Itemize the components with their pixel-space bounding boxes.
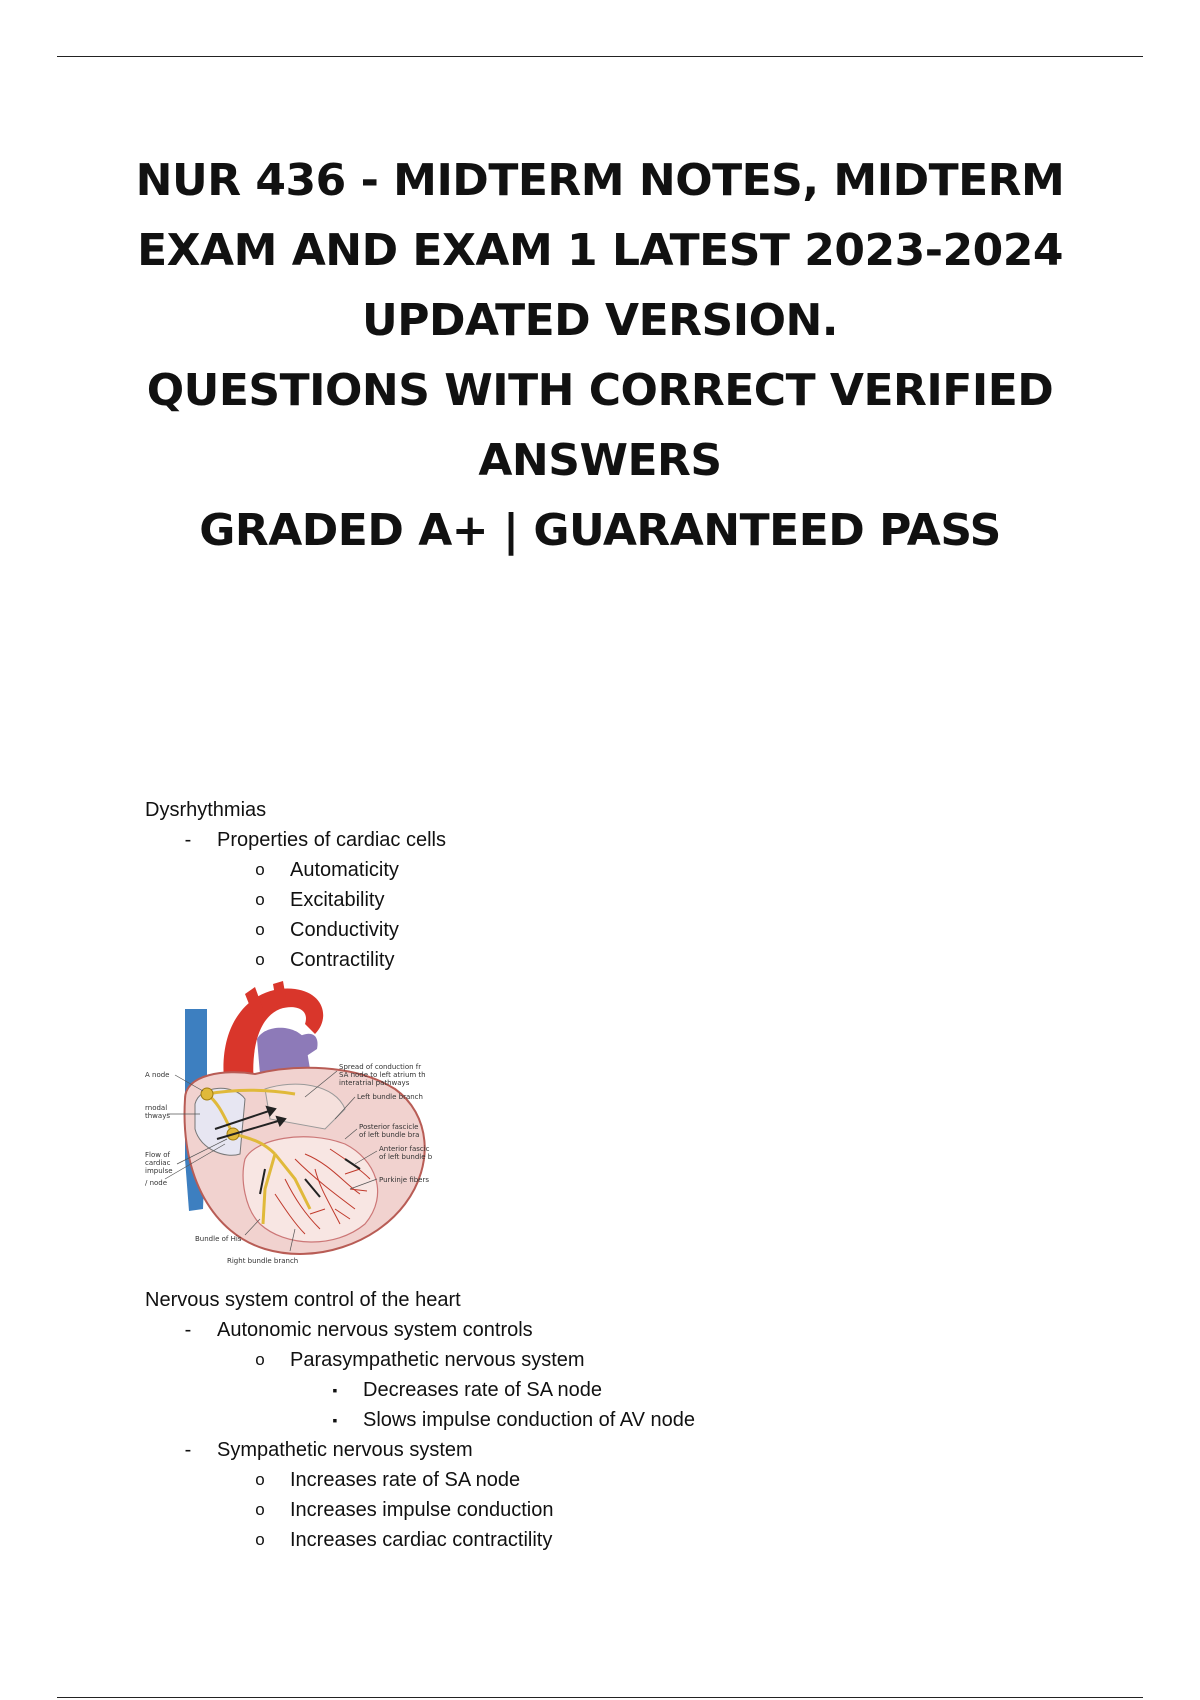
list-item [145, 1345, 695, 1375]
title-line: GRADED A+ | GUARANTEED PASS [199, 505, 1001, 556]
label-bundle-of-his: Bundle of His [195, 1235, 242, 1243]
section-heading-dysrhythmias [145, 795, 695, 825]
circle-bullet: o [255, 1530, 265, 1549]
label-flow-of-impulse: Flow of cardiac impulse [145, 1151, 173, 1175]
item-text: Increases impulse conduction [290, 1499, 554, 1521]
square-bullet: ▪ [332, 1412, 338, 1428]
list-item [145, 1315, 695, 1345]
item-text: Sympathetic nervous system [217, 1439, 473, 1461]
circle-bullet: o [255, 1500, 265, 1519]
item-text: Increases cardiac contractility [290, 1529, 553, 1551]
dash-bullet: - [184, 829, 192, 851]
label-anterior-fascicle: Anterior fascic of left bundle b [379, 1145, 433, 1161]
circle-bullet: o [255, 890, 265, 909]
dash-bullet: - [184, 1439, 192, 1461]
title-line: ANSWERS [478, 435, 722, 486]
title-line: EXAM AND EXAM 1 LATEST 2023-2024 [137, 225, 1063, 276]
list-item [145, 1525, 695, 1555]
list-item [145, 1495, 695, 1525]
label-purkinje-fibers: Purkinje fibers [379, 1176, 430, 1184]
title-line: NUR 436 - MIDTERM NOTES, MIDTERM [135, 155, 1065, 206]
document-title [80, 146, 1120, 566]
title-line: UPDATED VERSION. [361, 295, 839, 346]
dash-bullet: - [184, 1319, 192, 1341]
label-av-node: / node [145, 1179, 168, 1187]
item-text: Conductivity [290, 919, 399, 941]
circle-bullet: o [255, 860, 265, 879]
notes-body [145, 795, 695, 1555]
list-item [145, 1405, 695, 1435]
list-item [145, 945, 695, 975]
heading-text: Dysrhythmias [145, 799, 267, 821]
item-text: Increases rate of SA node [290, 1469, 521, 1491]
item-text: Excitability [290, 889, 385, 911]
list-item [145, 1465, 695, 1495]
top-rule [57, 56, 1143, 57]
circle-bullet: o [255, 950, 265, 969]
item-text: Slows impulse conduction of AV node [363, 1409, 696, 1431]
list-item [145, 855, 695, 885]
bottom-rule [57, 1697, 1143, 1698]
item-text: Automaticity [290, 859, 399, 881]
list-item [145, 915, 695, 945]
list-item [145, 825, 695, 855]
item-text: Contractility [290, 949, 395, 971]
heart-conduction-figure [145, 979, 445, 1279]
title-line: QUESTIONS WITH CORRECT VERIFIED [146, 365, 1054, 416]
label-internodal-pathways: rnodal thways [145, 1104, 170, 1120]
label-right-bundle-branch: Right bundle branch [227, 1257, 299, 1265]
item-text: Autonomic nervous system controls [217, 1319, 533, 1341]
section-heading-nervous-system [145, 1285, 695, 1315]
item-text: Parasympathetic nervous system [290, 1349, 585, 1371]
circle-bullet: o [255, 1350, 265, 1369]
list-item [145, 885, 695, 915]
heading-text: Nervous system control of the heart [145, 1289, 461, 1311]
label-left-bundle-branch: Left bundle branch [357, 1093, 423, 1101]
label-sa-node: A node [145, 1071, 170, 1079]
circle-bullet: o [255, 920, 265, 939]
label-spread-of-conduction: Spread of conduction fr SA node to left atrium th interatrial pathways [339, 1063, 426, 1087]
item-text: Decreases rate of SA node [363, 1379, 603, 1401]
square-bullet: ▪ [332, 1382, 338, 1398]
list-item [145, 1435, 695, 1465]
list-item [145, 1375, 695, 1405]
circle-bullet: o [255, 1470, 265, 1489]
item-text: Properties of cardiac cells [217, 829, 446, 851]
label-posterior-fascicle: Posterior fascicle of left bundle bra [359, 1123, 420, 1139]
